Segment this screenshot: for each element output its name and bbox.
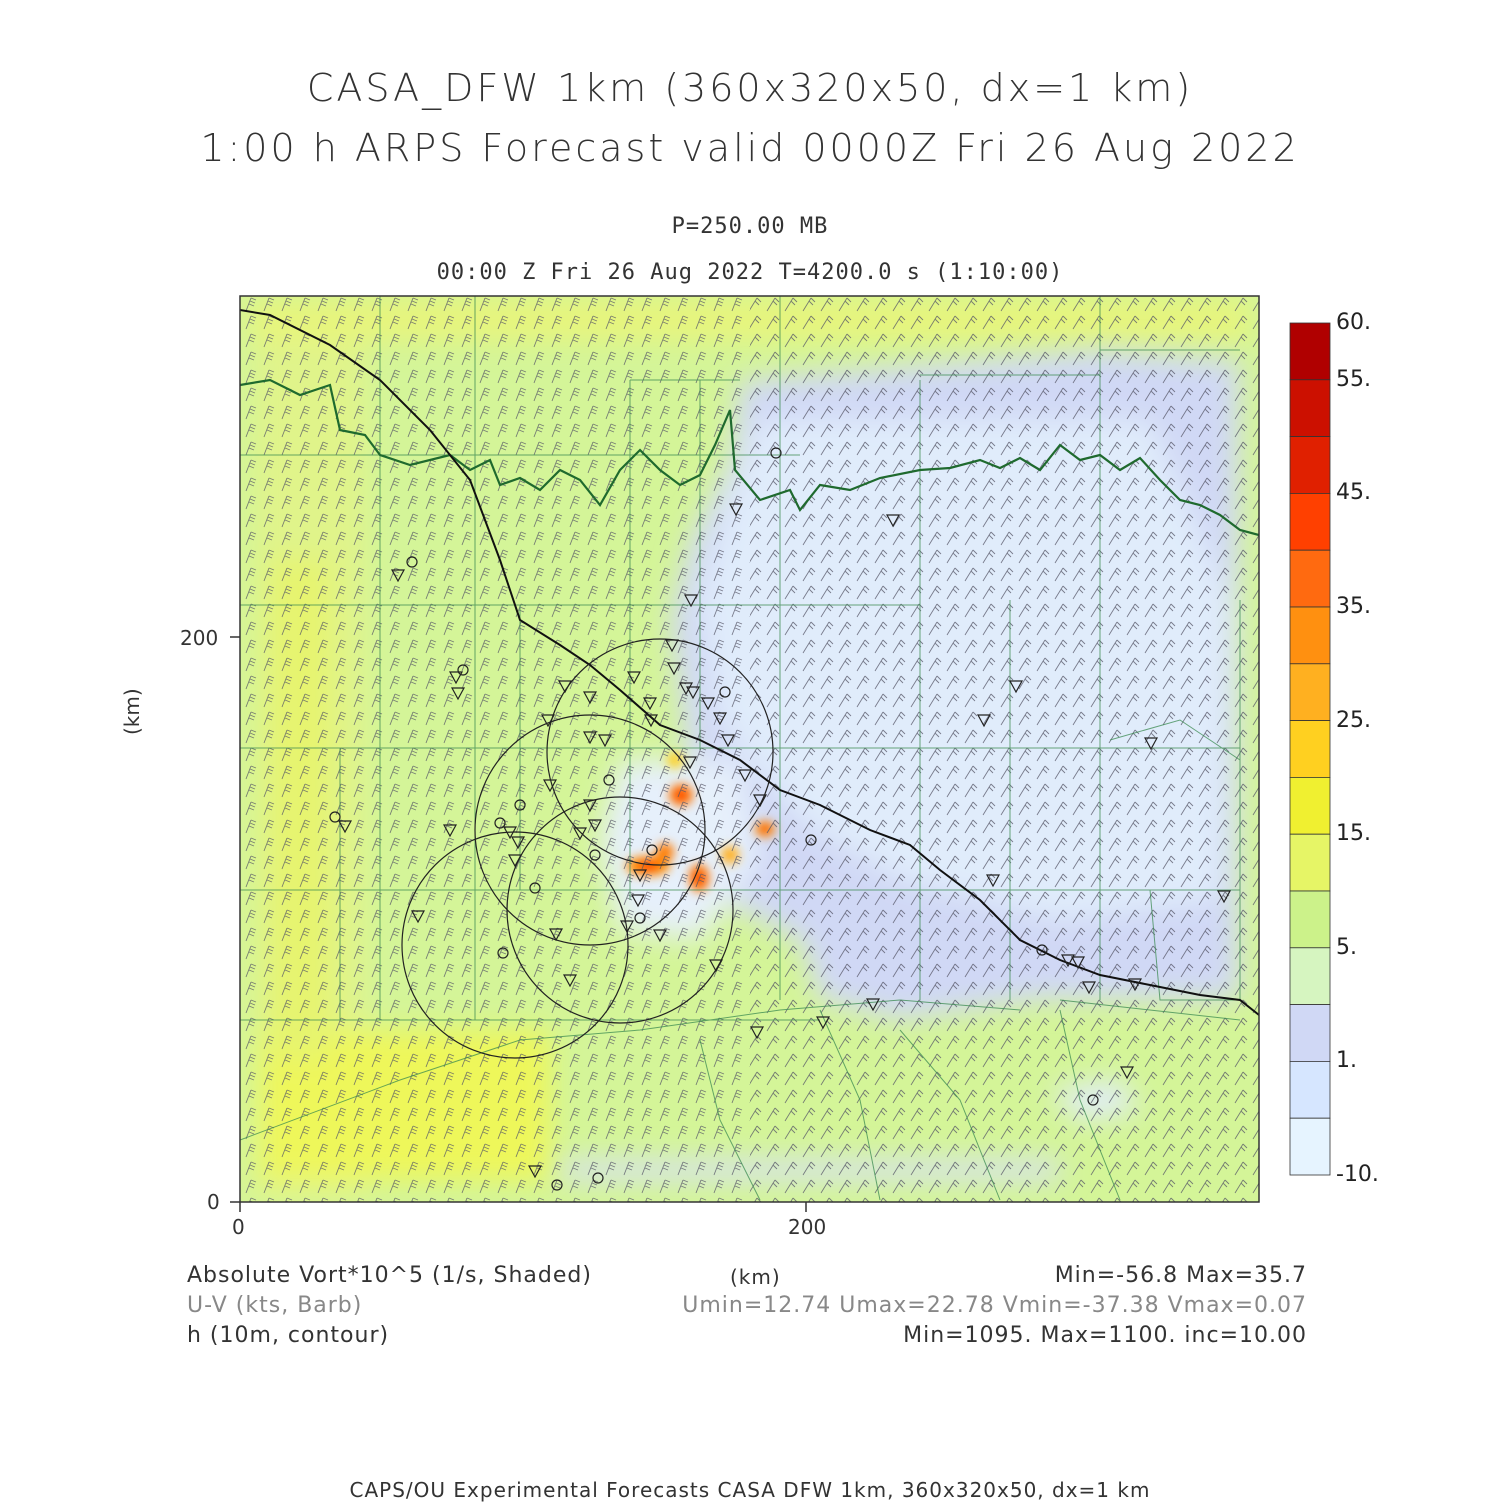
colorbar-swatch	[1290, 380, 1330, 437]
legend-field3: h (10m, contour)	[187, 1323, 390, 1348]
x-tick-0: 0	[232, 1215, 245, 1239]
pressure-level: P=250.00 MB	[671, 214, 829, 239]
colorbar-swatch	[1290, 664, 1330, 721]
shaded-field	[240, 296, 1259, 1202]
y-tick-0: 0	[207, 1190, 220, 1214]
colorbar-swatch	[1290, 493, 1330, 550]
legend-field2-stats: Umin=12.74 Umax=22.78 Vmin=-37.38 Vmax=0.07	[682, 1293, 1307, 1318]
colorbar-swatch	[1290, 1005, 1330, 1062]
colorbar-label: -10.	[1336, 1162, 1379, 1187]
colorbar-label: 1.	[1336, 1048, 1357, 1074]
colorbar-label: 55.	[1336, 366, 1371, 392]
colorbar-swatch	[1290, 1061, 1330, 1118]
legend-field1-stats: Min=-56.8 Max=35.7	[1054, 1263, 1307, 1288]
colorbar-swatch	[1290, 948, 1330, 1005]
colorbar-swatch	[1290, 607, 1330, 664]
colorbar-swatch	[1290, 437, 1330, 494]
legend-x-unit: (km)	[730, 1265, 781, 1289]
colorbar-label: 5.	[1336, 934, 1357, 960]
colorbar-swatch	[1290, 1118, 1330, 1175]
colorbar-swatch	[1290, 834, 1330, 891]
x-tick-200: 200	[788, 1215, 827, 1239]
wind-barbs-east	[750, 296, 1259, 1202]
legend-field1: Absolute Vort*10^5 (1/s, Shaded)	[187, 1263, 592, 1288]
colorbar-swatch	[1290, 891, 1330, 948]
colorbar-label: 45.	[1336, 480, 1371, 506]
colorbar	[1290, 323, 1330, 1175]
chart-title-line1: CASA_DFW 1km (360x320x50, dx=1 km)	[306, 66, 1194, 110]
valid-time: 00:00 Z Fri 26 Aug 2022 T=4200.0 s (1:10:00)	[436, 260, 1064, 285]
legend-field2: U-V (kts, Barb)	[187, 1293, 363, 1318]
colorbar-swatch	[1290, 550, 1330, 607]
colorbar-label: 35.	[1336, 594, 1371, 619]
colorbar-label: 15.	[1336, 821, 1371, 847]
colorbar-swatch	[1290, 777, 1330, 834]
legend-field3-stats: Min=1095. Max=1100. inc=10.00	[903, 1323, 1307, 1348]
colorbar-swatch	[1290, 323, 1330, 380]
y-tick-200: 200	[180, 626, 219, 650]
wind-barbs-west	[240, 296, 750, 1202]
colorbar-label: 60.	[1336, 310, 1371, 335]
footer-credit: CAPS/OU Experimental Forecasts CASA DFW 1km, 360x320x50, dx=1 km	[349, 1478, 1151, 1502]
colorbar-swatch	[1290, 721, 1330, 778]
y-axis-label: (km)	[120, 688, 144, 735]
chart-title-line2: 1:00 h ARPS Forecast valid 0000Z Fri 26 Aug 2022	[200, 126, 1300, 170]
colorbar-label: 25.	[1336, 707, 1371, 733]
